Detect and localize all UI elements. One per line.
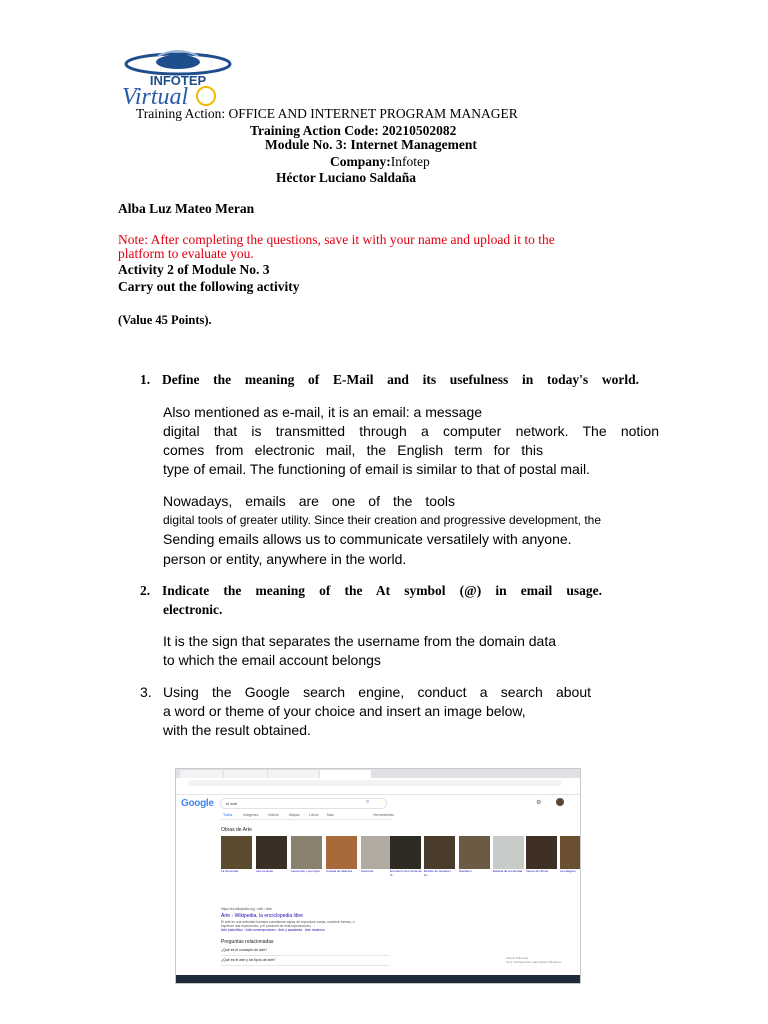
q1-answer-1-line-2: digital that is transmitted through a computer network. The notion <box>163 423 659 439</box>
artwork-thumb <box>560 836 580 869</box>
browser-tab-bar <box>176 769 580 778</box>
result-url: https://es.wikipedia.org › wiki › Arte <box>221 907 272 911</box>
related-questions-title: Preguntas relacionadas <box>221 939 274 945</box>
activity-instruction: Carry out the following activity <box>118 279 300 294</box>
related-question: ¿Qué es el concepto de arte? <box>221 946 389 956</box>
logo-brand-text: INFOTEP <box>149 73 207 88</box>
result-snippet-1: El arte es una actividad humana consistente capaz de reproducir cosas, construir formas, o <box>221 920 355 924</box>
artwork-thumb <box>459 836 490 869</box>
artwork-caption: La Gioconda <box>221 869 239 873</box>
windows-taskbar <box>176 975 580 983</box>
panel-title: Obras de Arte <box>221 827 252 833</box>
artwork-caption: Laocoonte y sus hijos <box>291 869 320 873</box>
result-title: Arte - Wikipedia, la enciclopedia libre <box>221 913 303 919</box>
q2-answer-line-2: to which the email account belongs <box>163 652 381 668</box>
q2-answer-line-1: It is the sign that separates the username from the domain data <box>163 633 556 649</box>
tab-herramientas: Herramientas <box>373 813 395 817</box>
q1-answer-1-line-4: type of email. The functioning of email is similar to that of postal mail. <box>163 461 590 477</box>
artwork-caption: Las meninas <box>256 869 274 873</box>
q2-number: 2. <box>140 583 151 598</box>
value-points: (Value 45 Points). <box>118 313 212 327</box>
tab-todos: Todos <box>223 813 233 817</box>
activate-line-1: Activar Windows <box>506 956 529 960</box>
artwork-caption: El entierro del conde de O... <box>390 869 422 877</box>
artwork-caption: Retrato de Giovanni Ar... <box>424 869 451 877</box>
artwork-caption: Davidson <box>459 869 472 873</box>
q1-number: 1. <box>140 372 151 387</box>
q1-answer-2-line-3: Sending emails allows us to communicate versatilely with anyone. <box>163 531 572 547</box>
result-snippet-2: expresar una experiencia, y el producto de esta reproducción, ... <box>221 924 316 928</box>
q3-line-3: with the result obtained. <box>163 722 311 738</box>
note-line-2: platform to evaluate you. <box>118 246 254 261</box>
result-links: Arte paleolítico · Arte contemporáneo · Arte y academia · Arte moderno <box>221 928 325 932</box>
browser-tab <box>268 770 319 778</box>
tab-mas: Más <box>327 813 334 817</box>
training-action: Training Action: OFFICE AND INTERNET PROGRAM MANAGER <box>136 106 518 121</box>
search-icon: ⌕ <box>366 799 370 805</box>
q2-question-line-2: electronic. <box>163 602 223 617</box>
google-logo <box>181 798 214 809</box>
google-search-screenshot <box>175 768 581 984</box>
artwork-thumb <box>256 836 287 869</box>
artwork-thumb <box>526 836 557 869</box>
artwork-thumb <box>361 836 392 869</box>
avatar <box>556 798 564 806</box>
artwork-thumb <box>390 836 421 869</box>
artwork-caption: Los alegres <box>560 869 576 873</box>
related-question: ¿Qué es el arte y los tipos de arte? <box>221 956 389 966</box>
logo-sub-text: Virtual <box>122 84 189 108</box>
activate-line-2: Ve a Configuración para activar Windows. <box>506 960 562 964</box>
q3-line-2: a word or theme of your choice and insert an image below, <box>163 703 526 719</box>
artwork-caption: Estatua de la Libertad <box>493 869 523 873</box>
artwork-caption: Cuevas de Altamira <box>326 869 353 873</box>
q2-question-line-1: Indicate the meaning of the At symbol (@) in email usage. <box>162 583 602 598</box>
q1-question: Define the meaning of E-Mail and its usefulness in today's world. <box>162 372 639 387</box>
tab-imagenes: Imágenes <box>243 813 259 817</box>
instructor-name: Héctor Luciano Saldaña <box>276 170 417 185</box>
google-logo-text: Google <box>181 798 214 809</box>
artwork-caption: Venus de Urbino <box>526 869 549 873</box>
artwork-thumb <box>493 836 524 869</box>
tab-mapas: Mapas <box>289 813 300 817</box>
q3-number: 3. <box>140 684 152 700</box>
infotep-logo-graphic <box>118 50 238 108</box>
browser-tab <box>180 770 223 778</box>
browser-url-bar <box>188 780 562 786</box>
company-value: Infotep <box>390 154 430 169</box>
tab-videos: Videos <box>268 813 279 817</box>
q1-answer-1-line-3: comes from electronic mail, the English term for this <box>163 442 543 458</box>
activate-windows-notice <box>506 956 562 964</box>
browser-tab-active <box>320 770 371 778</box>
divider <box>221 819 391 820</box>
tab-libros: Libros <box>309 813 319 817</box>
note-line-1: Note: After completing the questions, save it with your name and upload it to the <box>118 232 555 247</box>
artwork-thumb <box>424 836 455 869</box>
bookmarks-bar <box>176 788 580 795</box>
activity-title: Activity 2 of Module No. 3 <box>118 262 270 277</box>
artwork-thumb <box>291 836 322 869</box>
artwork-caption: Guernica <box>361 869 374 873</box>
student-name: Alba Luz Mateo Meran <box>118 201 255 216</box>
q3-line-1: Using the Google search engine, conduct a search about <box>163 684 591 700</box>
infotep-virtual-logo <box>118 50 238 108</box>
artwork-thumb <box>221 836 252 869</box>
q1-answer-2-line-2: digital tools of greater utility. Since their creation and progressive development, the <box>163 513 602 527</box>
google-search-input: el arte <box>220 798 387 809</box>
q1-answer-1-line-1: Also mentioned as e-mail, it is an email: a message <box>163 404 483 420</box>
settings-icon: ⚙ <box>536 800 542 806</box>
company-label: Company: <box>330 154 391 169</box>
artwork-thumb <box>326 836 357 869</box>
training-action-code: Training Action Code: 20210502082 <box>250 123 457 138</box>
module-title: Module No. 3: Internet Management <box>265 137 477 152</box>
browser-tab <box>224 770 267 778</box>
q1-answer-2-line-1: Nowadays, emails are one of the tools <box>163 493 455 509</box>
q1-answer-2-line-4: person or entity, anywhere in the world. <box>163 551 407 567</box>
company-line <box>330 154 430 170</box>
